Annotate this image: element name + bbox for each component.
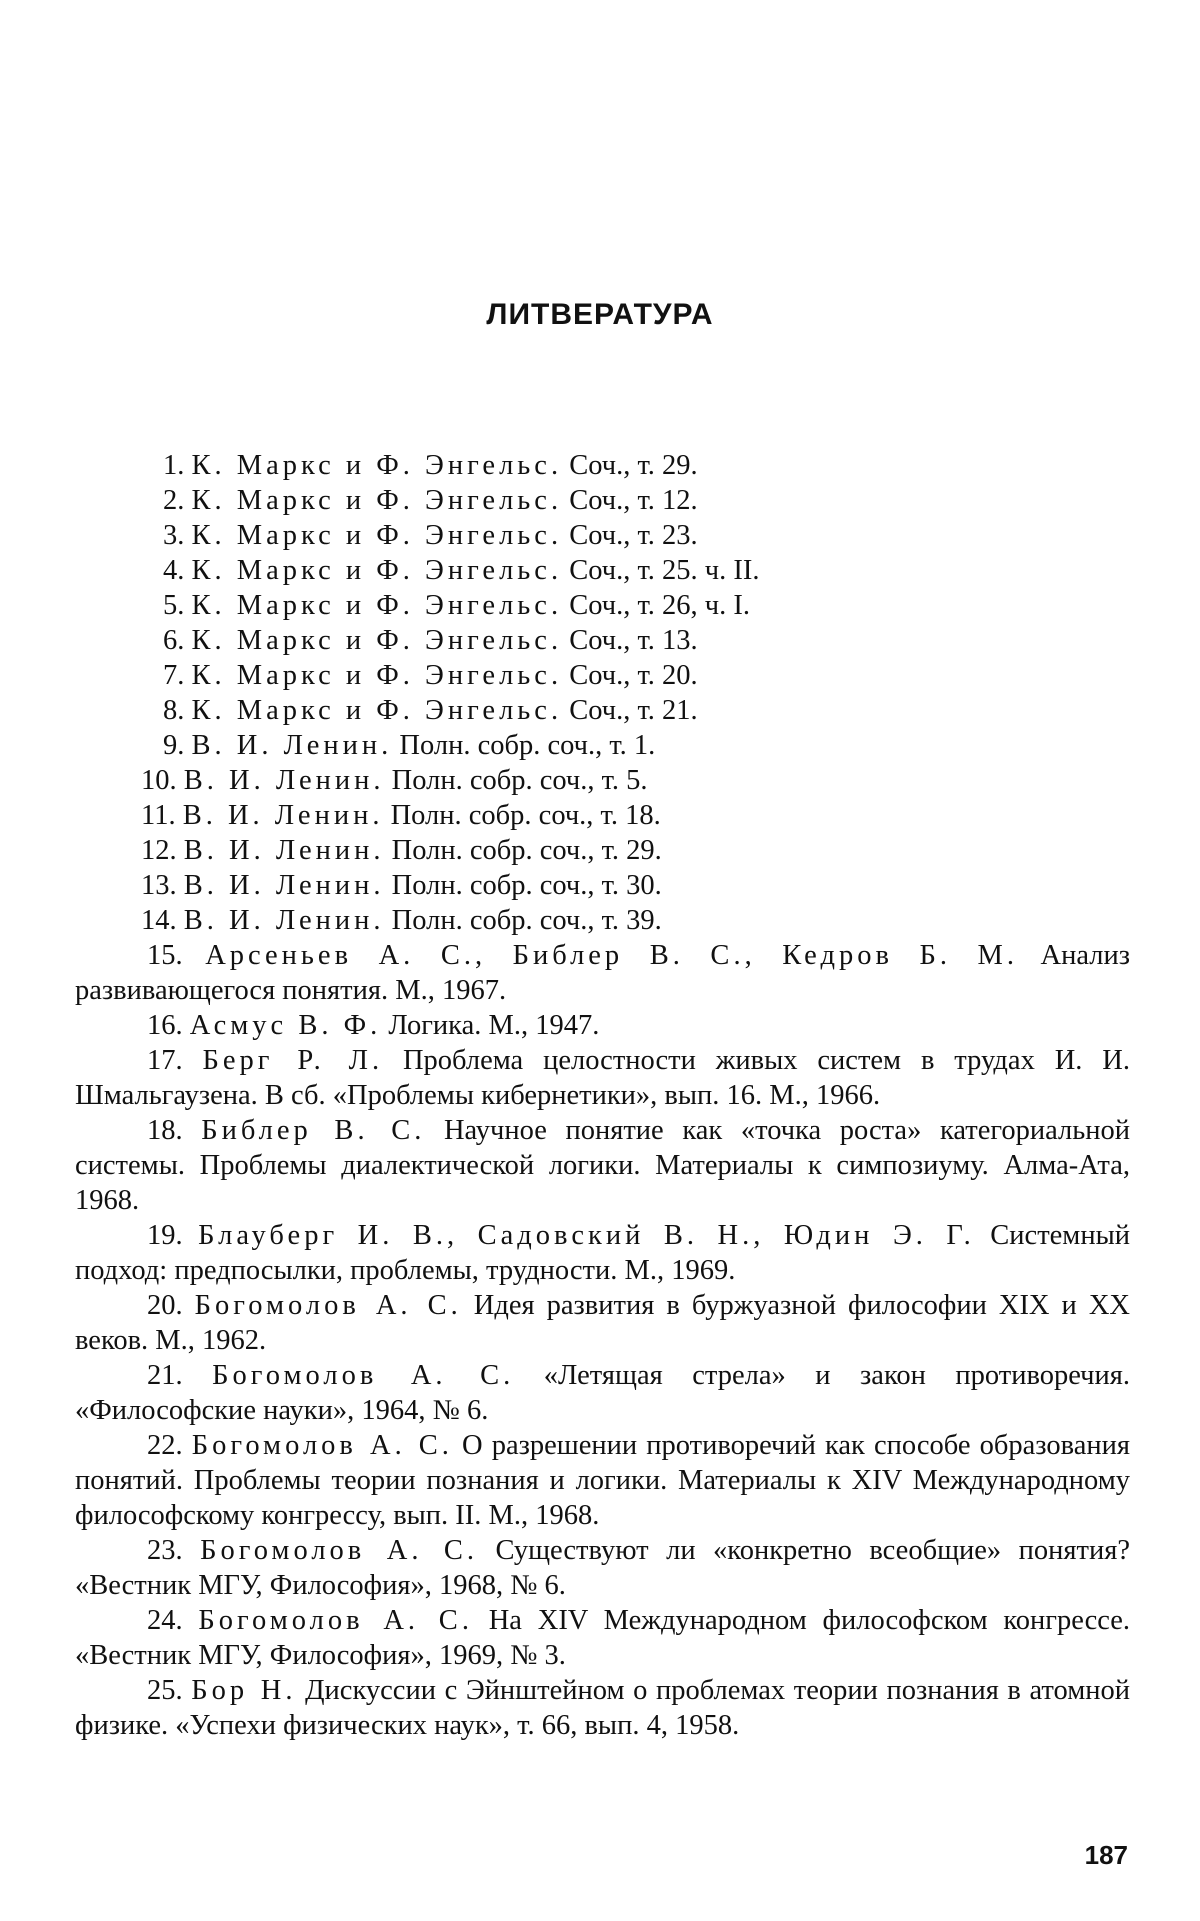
reference-item xyxy=(75,588,1130,623)
reference-author: Богомолов А. С. xyxy=(198,1605,473,1636)
reference-author: К. Маркс и Ф. Энгельс. xyxy=(191,450,563,481)
reference-author: В. И. Ленин. xyxy=(183,765,385,796)
reference-author: Берг Р. Л. xyxy=(202,1045,384,1076)
reference-item xyxy=(75,763,1130,798)
reference-author: Богомолов А. С. xyxy=(200,1535,479,1566)
reference-text: Полн. собр. соч., т. 5. xyxy=(384,765,648,796)
reference-number: 24. xyxy=(147,1605,183,1636)
reference-author: Асмус В. Ф. xyxy=(189,1010,382,1041)
reference-number: 13. xyxy=(141,870,177,901)
reference-number: 16. xyxy=(147,1010,183,1041)
reference-item xyxy=(75,1673,1130,1743)
reference-author: В. И. Ленин. xyxy=(182,800,384,831)
reference-author: К. Маркс и Ф. Энгельс. xyxy=(191,660,563,691)
reference-number: 17. xyxy=(147,1045,183,1076)
reference-author: К. Маркс и Ф. Энгельс. xyxy=(191,695,563,726)
reference-item xyxy=(75,658,1130,693)
reference-item xyxy=(75,553,1130,588)
reference-author: К. Маркс и Ф. Энгельс. xyxy=(191,590,563,621)
reference-item xyxy=(75,833,1130,868)
reference-text: Существуют ли «конкретно всеобщие» понятия? «Вестник МГУ, Философия», 1968, № 6. xyxy=(75,1535,1130,1601)
reference-text: «Летящая стрела» и закон противоречия. «Философские науки», 1964, № 6. xyxy=(75,1360,1130,1426)
page-title: ЛИТВЕРАТУРА xyxy=(486,298,714,331)
reference-text: Идея развития в буржуазной философии XIX и XX веков. М., 1962. xyxy=(75,1290,1131,1356)
reference-text: Полн. собр. соч., т. 29. xyxy=(384,835,662,866)
reference-author: В. И. Ленин. xyxy=(183,835,385,866)
reference-item xyxy=(75,1288,1130,1358)
reference-item xyxy=(75,623,1130,658)
reference-author: В. И. Ленин. xyxy=(191,730,393,761)
reference-author: К. Маркс и Ф. Энгельс. xyxy=(191,625,563,656)
reference-text: Полн. собр. соч., т. 18. xyxy=(383,800,661,831)
reference-item xyxy=(75,903,1130,938)
reference-author: Богомолов А. С. xyxy=(191,1430,453,1461)
reference-number: 11. xyxy=(141,800,176,831)
reference-number: 7. xyxy=(163,660,185,691)
reference-author: Богомолов А. С. xyxy=(194,1290,462,1321)
reference-author: К. Маркс и Ф. Энгельс. xyxy=(191,555,563,586)
reference-text: О разрешении противоречий как способе образования понятий. Проблемы теории познания и логики. Материалы к XIV Международному философскому конгрессу, вып. II. М., 1968. xyxy=(75,1430,1130,1531)
reference-item xyxy=(75,868,1130,903)
reference-number: 4. xyxy=(163,555,185,586)
reference-number: 10. xyxy=(141,765,177,796)
reference-number: 21. xyxy=(147,1360,183,1391)
reference-text: Полн. собр. соч., т. 1. xyxy=(392,730,656,761)
reference-item xyxy=(75,938,1130,1008)
reference-number: 19. xyxy=(147,1220,183,1251)
reference-text: Соч., т. 25. ч. II. xyxy=(562,555,760,586)
reference-text: Соч., т. 23. xyxy=(562,520,698,551)
references-list xyxy=(75,448,1130,1743)
reference-number: 14. xyxy=(141,905,177,936)
reference-author: Арсеньев А. С., Библер В. С., Кедров Б. М. xyxy=(205,940,1018,971)
reference-text: Соч., т. 21. xyxy=(562,695,698,726)
reference-item xyxy=(75,518,1130,553)
reference-author: В. И. Ленин. xyxy=(183,870,385,901)
reference-number: 23. xyxy=(147,1535,183,1566)
reference-text: Соч., т. 26, ч. I. xyxy=(562,590,750,621)
reference-author: В. И. Ленин. xyxy=(183,905,385,936)
reference-text: Полн. собр. соч., т. 30. xyxy=(384,870,662,901)
reference-number: 20. xyxy=(147,1290,183,1321)
reference-text: Соч., т. 12. xyxy=(562,485,698,516)
reference-item xyxy=(75,1218,1130,1288)
reference-number: 18. xyxy=(147,1115,183,1146)
reference-item xyxy=(75,483,1130,518)
reference-author: К. Маркс и Ф. Энгельс. xyxy=(191,485,563,516)
reference-author: Богомолов А. С. xyxy=(212,1360,515,1391)
reference-text: Дискуссии с Эйнштейном о проблемах теории познания в атомной физике. «Успехи физических наук», т. 66, вып. 4, 1958. xyxy=(75,1675,1131,1741)
reference-number: 8. xyxy=(163,695,185,726)
reference-number: 5. xyxy=(163,590,185,621)
reference-text: Логика. М., 1947. xyxy=(381,1010,600,1041)
reference-number: 12. xyxy=(141,835,177,866)
reference-author: К. Маркс и Ф. Энгельс. xyxy=(191,520,563,551)
reference-item xyxy=(75,798,1130,833)
reference-number: 25. xyxy=(147,1675,183,1706)
reference-number: 22. xyxy=(147,1430,183,1461)
reference-author: Бор Н. xyxy=(191,1675,297,1706)
reference-item xyxy=(75,728,1130,763)
reference-item xyxy=(75,1043,1130,1113)
reference-text: Полн. собр. соч., т. 39. xyxy=(384,905,662,936)
reference-item xyxy=(75,1603,1130,1673)
reference-number: 6. xyxy=(163,625,185,656)
reference-text: Системный подход: предпосылки, проблемы, трудности. М., 1969. xyxy=(75,1220,1130,1286)
reference-number: 1. xyxy=(163,450,185,481)
reference-item xyxy=(75,1358,1130,1428)
reference-item xyxy=(75,1533,1130,1603)
reference-author: Блауберг И. В., Садовский В. Н., Юдин Э. Г. xyxy=(198,1220,975,1251)
reference-author: Библер В. С. xyxy=(201,1115,426,1146)
page-number: 187 xyxy=(1084,1840,1128,1870)
reference-text: На XIV Международном философском конгрессе. «Вестник МГУ, Философия», 1969, № 3. xyxy=(75,1605,1131,1671)
reference-text: Соч., т. 29. xyxy=(562,450,698,481)
reference-number: 15. xyxy=(147,940,183,971)
reference-item xyxy=(75,1428,1130,1533)
reference-number: 3. xyxy=(163,520,185,551)
reference-item xyxy=(75,1113,1130,1218)
reference-item xyxy=(75,448,1130,483)
reference-text: Соч., т. 13. xyxy=(562,625,698,656)
reference-number: 2. xyxy=(163,485,185,516)
reference-text: Проблема целостности живых систем в трудах И. И. Шмальгаузена. В сб. «Проблемы кибернетики», вып. 16. М., 1966. xyxy=(75,1045,1130,1111)
reference-text: Научное понятие как «точка роста» категориальной системы. Проблемы диалектической логики. Материалы к симпозиуму. Алма-Ата, 1968. xyxy=(75,1115,1130,1216)
reference-number: 9. xyxy=(163,730,185,761)
reference-text: Анализ развивающегося понятия. М., 1967. xyxy=(75,940,1131,1006)
reference-item xyxy=(75,1008,1130,1043)
reference-text: Соч., т. 20. xyxy=(562,660,698,691)
reference-item xyxy=(75,693,1130,728)
